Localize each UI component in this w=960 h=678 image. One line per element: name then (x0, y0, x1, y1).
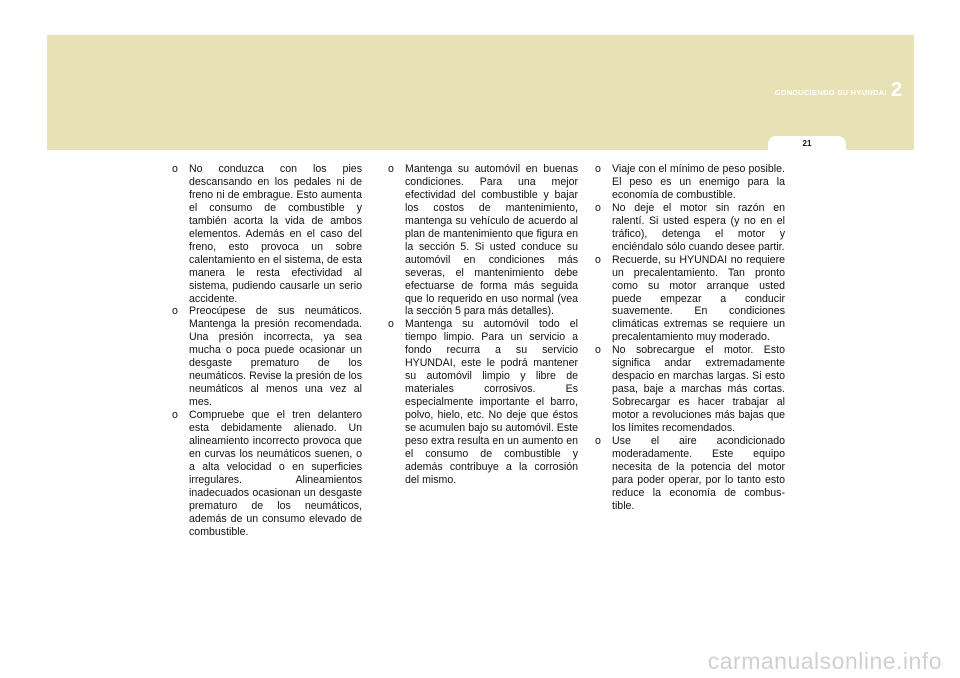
list-item-text: Mantenga su automóvil todo el tiempo limpio. Para un servicio a fondo recurra a su servicio HYUNDAI, este le podrá mantener su automóvil limpio y libre de materiales corrosivos. Es especialmente importante el barro, polvo, hielo, etc. No deje que éstos se acumulen bajo su automóvil. Este peso extra resulta en un aumento en el consumo de combustible y además contribuye a la corrosión del mismo. (405, 318, 578, 486)
bullet: o (388, 163, 394, 175)
bullet: o (595, 435, 601, 448)
text-column-2 (388, 163, 578, 487)
page-number: 21 (768, 136, 846, 150)
bullet: o (595, 201, 601, 214)
text-column-1 (172, 163, 362, 539)
list-item-text: Use el aire acondicionado moderadamente. Este equipo necesita de la potencia del motor para poder operar, por lo tanto esto reduce la economía de combus-tible. (612, 435, 785, 512)
list-item-text: Viaje con el mínimo de peso posible. El peso es un enemigo para la economía de combustible. (612, 163, 785, 201)
bullet: o (172, 305, 178, 318)
list-item (595, 163, 785, 202)
list-item-text: No sobrecargue el motor. Esto significa andar extremadamente despacio en marchas largas. Si esto pasa, baje a marchas más cortas. Sobrecargar es hacer trabajar al motor a revoluciones más bajas que los límites recomendados. (612, 344, 785, 435)
list-item-text: No deje el motor sin razón en ralentí. Si usted espera (y no en el tráfico), detenga el motor y enciéndalo sólo cuando desee partir. (612, 201, 785, 253)
list-item-text: Compruebe que el tren delantero esta debidamente alienado. Un alineamiento incorrecto provoca que en curvas los neumáticos suenen, o a alta velocidad o en superficies irregulares. Alineamientos inadecuados ocasionan un desgaste prematuro de los neumáticos, además de un consumo elevado de combustible. (189, 409, 362, 538)
list-item (172, 305, 362, 409)
watermark: carmanualsonline.info (707, 648, 942, 674)
section-number: 2 (890, 79, 902, 101)
list-item (172, 409, 362, 539)
list-item (388, 318, 578, 486)
list-item (595, 254, 785, 345)
bullet: o (172, 163, 178, 175)
list-item-text: Preocúpese de sus neumáticos. Mantenga la presión recomendada. Una presión incorrecta, ya sea mucha o poca puede ocasionar un desgaste prematuro de los neumáticos. Revise la presión de los neumáticos al menos una vez al mes. (189, 305, 362, 409)
section-header (775, 80, 902, 100)
bullet: o (172, 409, 178, 422)
list-item (172, 163, 362, 305)
list-item-text: Recuerde, su HYUNDAI no requiere un precalentamiento. Tan pronto como su motor arranque usted puede empezar a conducir suavemente. En condiciones climáticas extremas se requiere un precalentamiento muy moderado. (612, 253, 785, 344)
list-item (595, 202, 785, 254)
bullet: o (595, 253, 601, 266)
bullet: o (388, 318, 394, 331)
list-item (388, 163, 578, 318)
text-column-3 (595, 163, 785, 513)
list-item-text: No conduzca con los pies descansando en los pedales ni de freno ni de embrague. Esto aumenta el consumo de combustible y también acorta la vida de ambos elementos. Además en el caso del freno, esto provoca un sobre calentamiento en el sistema, de esta manera le resta efectividad al sistema, pudiendo causarle un serio accidente. (189, 163, 362, 305)
list-item (595, 344, 785, 435)
bullet: o (595, 163, 601, 175)
bullet: o (595, 344, 601, 357)
section-title: CONDUCIENDO SU HYUNDAI (774, 88, 887, 97)
list-item (595, 435, 785, 513)
list-item-text: Mantenga su automóvil en buenas condiciones. Para una mejor efectividad del combustible y bajar los costos de mantenimiento, mantenga su vehículo de acuerdo al plan de mantenimiento que figura en la sección 5. Si usted conduce su automóvil en condiciones más severas, el mantenimiento debe efectuarse de forma más seguida que lo requerido en uso normal (vea la sección 5 para más detalles). (405, 163, 578, 318)
